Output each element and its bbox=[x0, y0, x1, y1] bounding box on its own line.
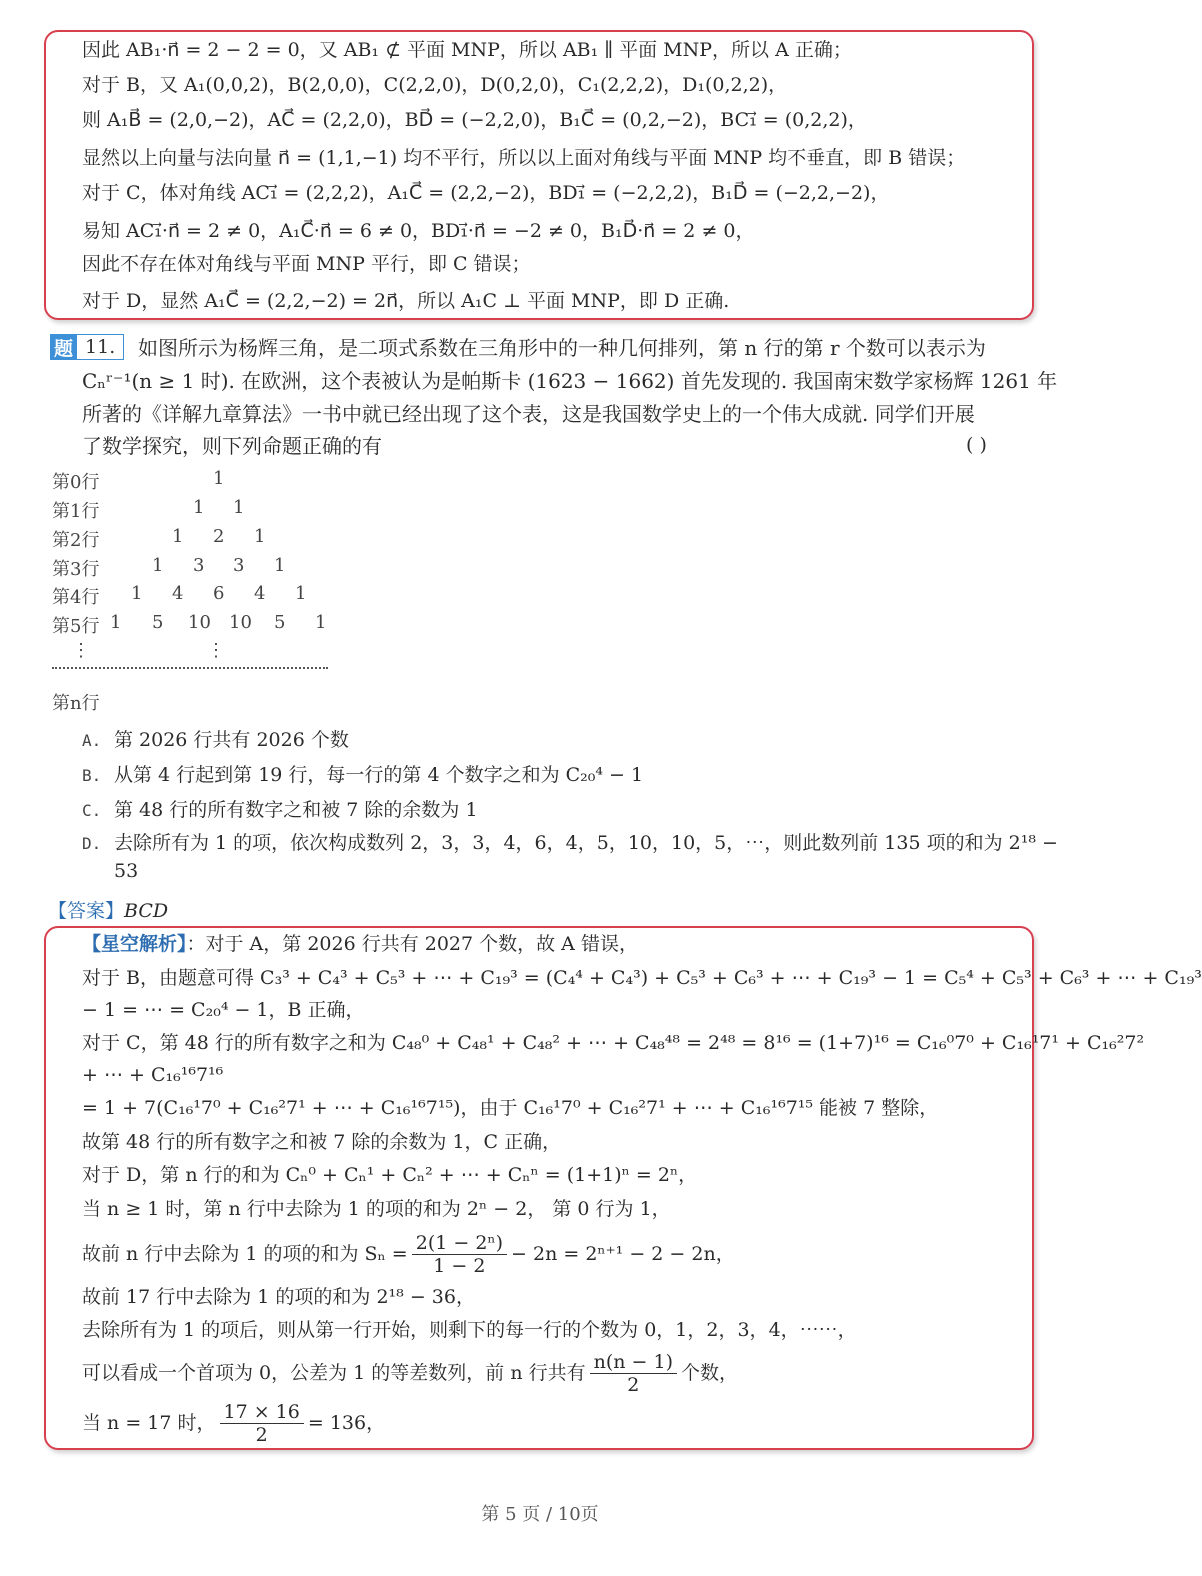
tri-cell: 1 bbox=[315, 612, 327, 633]
question-stem-3: 所著的《详解九章算法》一书中就已经出现了这个表，这是我国数学史上的一个伟大成就. 同学们开展 bbox=[82, 402, 975, 426]
option-a-text: 第 2026 行共有 2026 个数 bbox=[114, 729, 349, 751]
tri-cell: 5 bbox=[152, 612, 164, 633]
box1-line-6: 易知 AC₁⃗·n⃗ = 2 ≠ 0，A₁C⃗·n⃗ = 6 ≠ 0，BD₁⃗·n⃗ = −2 ≠ 0，B₁D⃗·n⃗ = 2 ≠ 0， bbox=[82, 220, 755, 242]
sn-fraction bbox=[412, 1232, 507, 1277]
tri-cell: 2 bbox=[213, 526, 225, 547]
option-b-letter: B. bbox=[82, 766, 102, 785]
question-tag bbox=[50, 334, 124, 360]
analysis-line: 当 n ≥ 1 时，第 n 行中去除为 1 的项的和为 2ⁿ − 2， 第 0 行为 1， bbox=[82, 1198, 671, 1220]
ap-formula-line bbox=[82, 1349, 738, 1397]
option-b bbox=[82, 760, 643, 787]
box1-line-1: 因此 AB₁·n⃗ = 2 − 2 = 0，又 AB₁ ⊄ 平面 MNP，所以 AB₁ ∥ 平面 MNP，所以 A 正确； bbox=[82, 39, 852, 61]
answer-label: 【答案】 bbox=[48, 900, 125, 922]
question-tag-label: 题 bbox=[50, 334, 77, 360]
ap-numerator: n(n − 1) bbox=[590, 1351, 677, 1374]
answer-paren: ( ) bbox=[966, 434, 987, 456]
n17-denominator: 2 bbox=[255, 1423, 268, 1446]
analysis-label: 【星空解析】 bbox=[82, 933, 187, 955]
n17-suffix: = 136， bbox=[307, 1412, 386, 1434]
tri-cell: 6 bbox=[213, 583, 225, 604]
tri-cell: 1 bbox=[233, 497, 245, 518]
vdots-center: ⋮ bbox=[207, 640, 225, 661]
box1-line-3: 则 A₁B⃗ = (2,0,−2)，AC⃗ = (2,2,0)，BD⃗ = (−2,2,0)，B₁C⃗ = (0,2,−2)，BC₁⃗ = (0,2,2)， bbox=[82, 109, 867, 131]
dotted-separator bbox=[52, 667, 328, 669]
analysis-line: 去除所有为 1 的项后，则从第一行开始，则剩下的每一行的个数为 0，1，2，3，4，⋯⋯， bbox=[82, 1319, 857, 1341]
option-a bbox=[82, 725, 349, 752]
option-d-text: 去除所有为 1 的项，依次构成数列 2，3，3，4，6，4，5，10，10，5，⋯，则此数列前 135 项的和为 2¹⁸ − bbox=[114, 832, 1058, 854]
tri-cell: 10 bbox=[188, 612, 211, 633]
option-c bbox=[82, 795, 478, 822]
ap-denominator: 2 bbox=[627, 1373, 640, 1396]
question-stem-4: 了数学探究，则下列命题正确的有 bbox=[82, 434, 382, 458]
answer-value: BCD bbox=[124, 900, 169, 922]
answer-line bbox=[48, 896, 168, 923]
n17-fraction bbox=[220, 1401, 304, 1446]
option-d bbox=[82, 828, 1058, 855]
sn-prefix: 故前 n 行中去除为 1 的项的和为 Sₙ = bbox=[82, 1243, 408, 1265]
question-number: 11. bbox=[77, 334, 124, 360]
tri-cell: 10 bbox=[229, 612, 252, 633]
tri-cell: 1 bbox=[213, 468, 225, 489]
sn-denominator: 1 − 2 bbox=[433, 1254, 486, 1277]
tri-cell: 4 bbox=[254, 583, 266, 604]
box1-line-2: 对于 B，又 A₁(0,0,2)，B(2,0,0)，C(2,2,0)，D(0,2,0)，C₁(2,2,2)，D₁(0,2,2)， bbox=[82, 74, 788, 96]
tri-cell: 1 bbox=[110, 612, 122, 633]
option-d-continued: 53 bbox=[114, 860, 139, 882]
ap-suffix: 个数， bbox=[681, 1362, 739, 1384]
n17-prefix: 当 n = 17 时， bbox=[82, 1412, 216, 1434]
sn-formula-line bbox=[82, 1230, 735, 1278]
question-stem-2: Cₙʳ⁻¹(n ≥ 1 时). 在欧洲，这个表被认为是帕斯卡 (1623 − 1662) 首先发现的. 我国南宋数学家杨辉 1261 年 bbox=[82, 369, 1058, 393]
row-label-0: 第0行 bbox=[52, 472, 100, 493]
vdots-left: ⋮ bbox=[72, 640, 90, 661]
box1-line-7: 因此不存在体对角线与平面 MNP 平行，即 C 错误； bbox=[82, 253, 531, 275]
analysis-line: 对于 C，第 48 行的所有数字之和为 C₄₈⁰ + C₄₈¹ + C₄₈² + ⋯ + C₄₈⁴⁸ = 2⁴⁸ = 8¹⁶ = (1+7)¹⁶ = C₁₆⁰7⁰ + C₁₆¹7¹ + C₁₆²7² bbox=[82, 1032, 1145, 1054]
analysis-line: 故第 48 行的所有数字之和被 7 除的余数为 1，C 正确， bbox=[82, 1131, 562, 1153]
row-label-3: 第3行 bbox=[52, 559, 100, 580]
ap-prefix: 可以看成一个首项为 0，公差为 1 的等差数列，前 n 行共有 bbox=[82, 1362, 586, 1384]
row-label-4: 第4行 bbox=[52, 587, 100, 608]
box1-line-5: 对于 C，体对角线 AC₁⃗ = (2,2,2)，A₁C⃗ = (2,2,−2)，BD₁⃗ = (−2,2,2)，B₁D⃗ = (−2,2,−2)， bbox=[82, 182, 890, 204]
analysis-line: 对于 B，由题意可得 C₃³ + C₄³ + C₅³ + ⋯ + C₁₉³ = (C₄⁴ + C₄³) + C₅³ + C₆³ + ⋯ + C₁₉³ − 1 = C₅⁴ + C₅³ + C₆³ + ⋯ + C₁₉³ bbox=[82, 967, 1202, 989]
row-label-5: 第5行 bbox=[52, 616, 100, 637]
box1-line-4: 显然以上向量与法向量 n⃗ = (1,1,−1) 均不平行，所以以上面对角线与平面 MNP 均不垂直，即 B 错误； bbox=[82, 147, 966, 169]
tri-cell: 1 bbox=[295, 583, 307, 604]
analysis-line: 对于 D，第 n 行的和为 Cₙ⁰ + Cₙ¹ + Cₙ² + ⋯ + Cₙⁿ = (1+1)ⁿ = 2ⁿ， bbox=[82, 1164, 698, 1186]
tri-cell: 1 bbox=[131, 583, 143, 604]
page-footer: 第 5 页 / 10页 bbox=[481, 1504, 599, 1525]
sn-numerator: 2(1 − 2ⁿ) bbox=[412, 1232, 507, 1255]
option-c-text: 第 48 行的所有数字之和被 7 除的余数为 1 bbox=[114, 799, 478, 821]
tri-cell: 1 bbox=[152, 555, 164, 576]
analysis-line: 故前 17 行中去除为 1 的项的和为 2¹⁸ − 36， bbox=[82, 1286, 475, 1308]
n17-formula-line bbox=[82, 1399, 385, 1447]
option-c-letter: C. bbox=[82, 801, 102, 820]
option-d-letter: D. bbox=[82, 834, 102, 853]
row-label-n: 第n行 bbox=[52, 693, 100, 714]
tri-cell: 3 bbox=[193, 555, 205, 576]
box1-line-8: 对于 D，显然 A₁C⃗ = (2,2,−2) = 2n⃗，所以 A₁C ⊥ 平面 MNP，即 D 正确. bbox=[82, 290, 730, 312]
analysis-line: − 1 = ⋯ = C₂₀⁴ − 1，B 正确， bbox=[82, 999, 365, 1021]
analysis-first-text: ：对于 A，第 2026 行共有 2027 个数，故 A 错误， bbox=[186, 933, 638, 955]
tri-cell: 1 bbox=[172, 526, 184, 547]
row-label-2: 第2行 bbox=[52, 530, 100, 551]
analysis-first-line bbox=[82, 932, 638, 956]
tri-cell: 1 bbox=[193, 497, 205, 518]
tri-cell: 1 bbox=[254, 526, 266, 547]
tri-cell: 5 bbox=[274, 612, 286, 633]
ap-fraction bbox=[590, 1351, 677, 1396]
tri-cell: 1 bbox=[274, 555, 286, 576]
analysis-line: + ⋯ + C₁₆¹⁶7¹⁶ bbox=[82, 1064, 224, 1086]
tri-cell: 4 bbox=[172, 583, 184, 604]
row-label-1: 第1行 bbox=[52, 501, 100, 522]
n17-numerator: 17 × 16 bbox=[220, 1401, 304, 1424]
option-a-letter: A. bbox=[82, 731, 102, 750]
sn-suffix: − 2n = 2ⁿ⁺¹ − 2 − 2n， bbox=[511, 1243, 735, 1265]
tri-cell: 3 bbox=[233, 555, 245, 576]
analysis-line: = 1 + 7(C₁₆¹7⁰ + C₁₆²7¹ + ⋯ + C₁₆¹⁶7¹⁵)，由于 C₁₆¹7⁰ + C₁₆²7¹ + ⋯ + C₁₆¹⁶7¹⁵ 能被 7 整除， bbox=[82, 1097, 939, 1119]
option-b-text: 从第 4 行起到第 19 行，每一行的第 4 个数字之和为 C₂₀⁴ − 1 bbox=[114, 764, 644, 786]
question-stem-1: 如图所示为杨辉三角，是二项式系数在三角形中的一种几何排列，第 n 行的第 r 个数可以表示为 bbox=[138, 336, 986, 360]
